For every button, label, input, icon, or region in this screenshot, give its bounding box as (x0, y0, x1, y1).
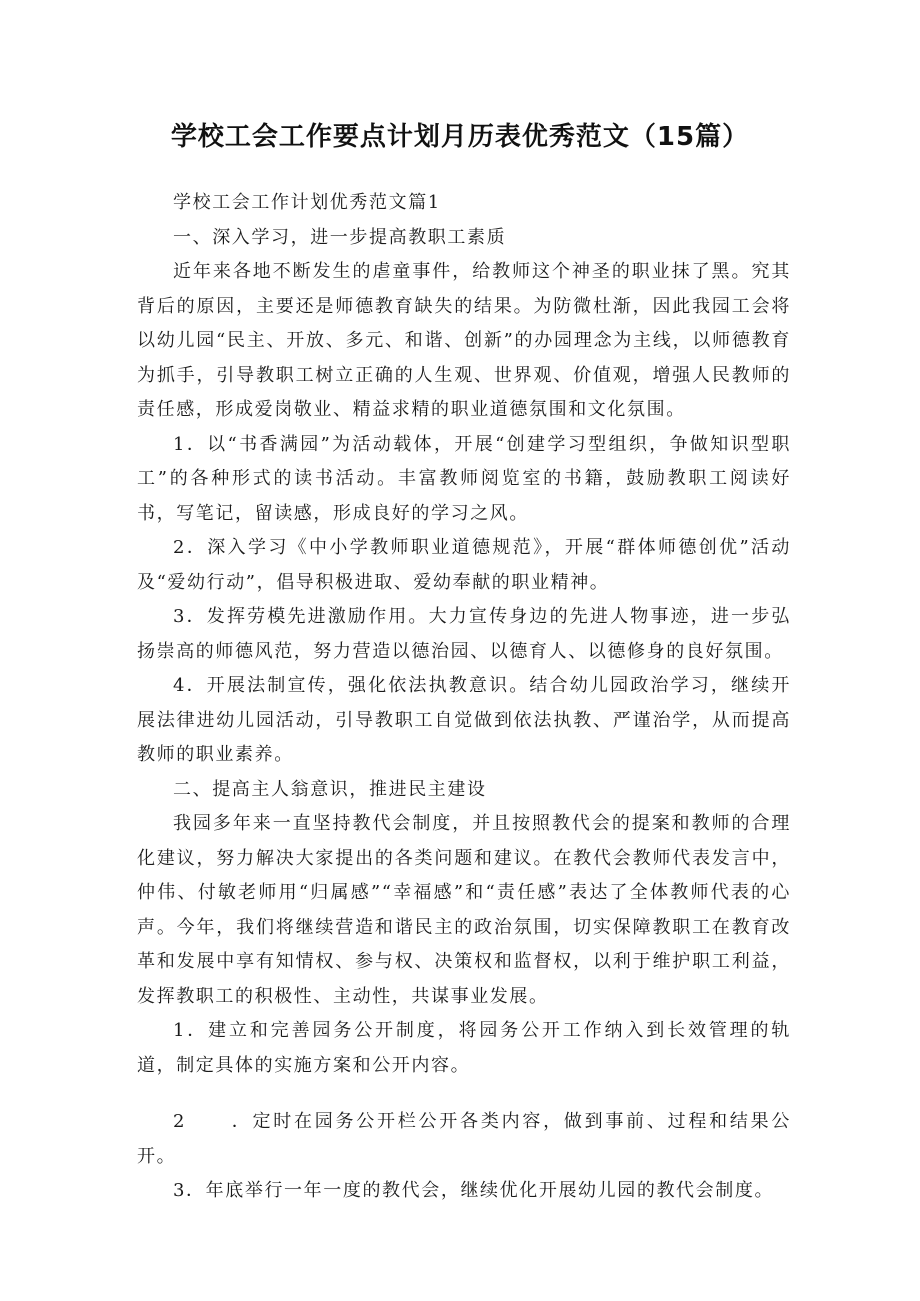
list-item-2-1: 1．建立和完善园务公开制度，将园务公开工作纳入到长效管理的轨道，制定具体的实施方案和公开内容。 (137, 1020, 791, 1076)
list-item-1-2: 2．深入学习《中小学教师职业道德规范》，开展“群体师德创优”活动及“爱幼行动”，倡导积极进取、爱幼奉献的职业精神。 (137, 537, 791, 593)
list-item-2-2 (137, 1105, 791, 1174)
paragraph-intro: 近年来各地不断发生的虐童事件，给教师这个神圣的职业抹了黑。究其背后的原因，主要还是师德教育缺失的结果。为防微杜渐，因此我园工会将以幼儿园“民主、开放、多元、和谐、创新”的办园理念为主线，以师德教育为抓手，引导教职工树立正确的人生观、世界观、价值观，增强人民教师的责任感，形成爱岗敬业、精益求精的职业道德氛围和文化氛围。 (137, 261, 791, 420)
list-item-2-3: 3．年底举行一年一度的教代会，继续优化开展幼儿园的教代会制度。 (173, 1180, 775, 1201)
subheading-2: 二、提高主人翁意识，推进民主建设 (173, 778, 487, 800)
list-item-2-2-number: 2 (173, 1111, 187, 1132)
subheading-1: 一、深入学习，进一步提高教职工素质 (173, 226, 507, 248)
document-body (137, 186, 791, 1209)
list-item-1-4: 4．开展法制宣传，强化依法执教意识。结合幼儿园政治学习，继续开展法律进幼儿园活动，引导教职工自觉做到依法执教、严谨治学，从而提高教师的职业素养。 (137, 675, 791, 765)
list-item-2-2-text: ．定时在园务公开栏公开各类内容，做到事前、过程和结果公开。 (137, 1111, 791, 1167)
section-title: 学校工会工作计划优秀范文篇1 (173, 192, 441, 213)
list-item-1-3: 3．发挥劳模先进激励作用。大力宣传身边的先进人物事迹，进一步弘扬崇高的师德风范，努力营造以德治园、以德育人、以德修身的良好氛围。 (137, 606, 791, 662)
list-item-1-1: 1．以“书香满园”为活动载体，开展“创建学习型组织，争做知识型职工”的各种形式的读书活动。丰富教师阅览室的书籍，鼓励教职工阅读好书，写笔记，留读感，形成良好的学习之风。 (137, 433, 791, 524)
document-title: 学校工会工作要点计划月历表优秀范文（15篇） (170, 122, 750, 152)
paragraph-democracy: 我园多年来一直坚持教代会制度，并且按照教代会的提案和教师的合理化建议，努力解决大家提出的各类问题和建议。在教代会教师代表发言中，仲伟、付敏老师用“归属感”“幸福感”和“责任感”表达了全体教师代表的心声。今年，我们将继续营造和谐民主的政治氛围，切实保障教职工在教育改革和发展中享有知情权、参与权、决策权和监督权，以利于维护职工利益，发挥教职工的积极性、主动性，共谋事业发展。 (137, 813, 791, 1007)
